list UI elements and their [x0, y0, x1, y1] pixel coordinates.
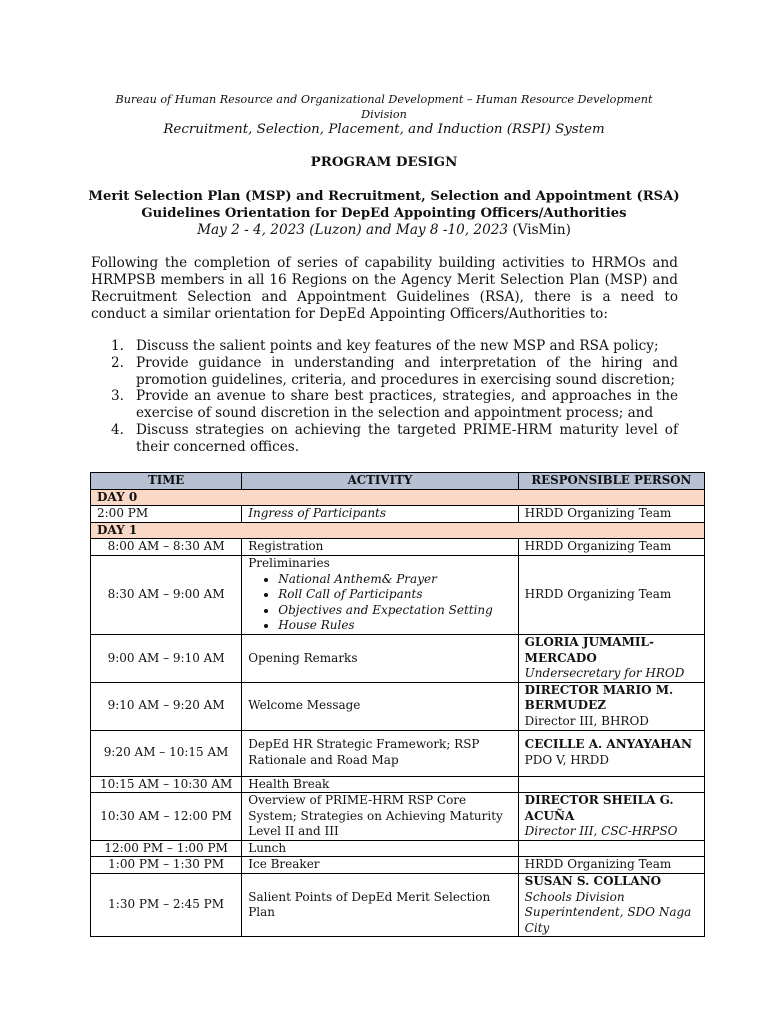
cell-person: HRDD Organizing Team — [518, 555, 704, 634]
person-name: DIRECTOR MARIO M. BERMUDEZ — [524, 682, 674, 713]
cell-person: HRDD Organizing Team — [518, 857, 704, 874]
cell-person — [518, 793, 704, 841]
cell-time: 9:00 AM – 9:10 AM — [91, 634, 242, 682]
person-title: Undersecretary for HROD — [524, 666, 685, 681]
cell-person — [518, 730, 704, 776]
cell-time: 1:30 PM – 2:45 PM — [91, 874, 242, 937]
person-name: GLORIA JUMAMIL-MERCADO — [524, 634, 654, 665]
table-row — [91, 874, 705, 937]
table-row — [91, 539, 705, 556]
person-title: Schools Division Superintendent, SDO Naga City — [524, 889, 692, 935]
list-item: • Objectives and Expectation Setting — [278, 603, 511, 619]
objective-item — [91, 355, 678, 389]
day-label: DAY 0 — [91, 489, 705, 506]
objective-number: 2. — [111, 354, 124, 371]
cell-person: HRDD Organizing Team — [518, 539, 704, 556]
header-time: TIME — [91, 473, 242, 490]
cell-activity: Registration — [242, 539, 518, 556]
table-row — [91, 506, 705, 523]
table-row — [91, 682, 705, 730]
objective-text: Provide guidance in understanding and interpretation of the hiring and promotion guidelines, criteria, and procedures in exercising sound discretion; — [136, 354, 678, 388]
day-row — [91, 489, 705, 506]
cell-person — [518, 874, 704, 937]
objective-number: 4. — [111, 421, 124, 438]
day-label: DAY 1 — [91, 522, 705, 539]
objective-text: Provide an avenue to share best practices, strategies, and approaches in the exercise of sound discretion in the selection and appointment process; and — [136, 388, 678, 422]
table-row — [91, 840, 705, 857]
program-design-heading: PROGRAM DESIGN — [310, 154, 458, 170]
objectives-list — [91, 338, 678, 456]
cell-time: 9:20 AM – 10:15 AM — [91, 730, 242, 776]
cell-person: HRDD Organizing Team — [518, 506, 704, 523]
cell-activity — [242, 555, 518, 634]
list-item: • House Rules — [278, 618, 511, 634]
cell-person — [518, 840, 704, 857]
cell-activity: Lunch — [242, 840, 518, 857]
dates-italic: May 2 - 4, 2023 (Luzon) and May 8 -10, 2023 — [197, 222, 509, 238]
preliminaries-list — [248, 572, 511, 634]
header-activity: ACTIVITY — [242, 473, 518, 490]
table-row — [91, 634, 705, 682]
objective-item — [91, 388, 678, 422]
table-header-row — [91, 473, 705, 490]
schedule-dates — [80, 222, 688, 239]
person-name: DIRECTOR SHEILA G. ACUÑA — [524, 793, 674, 823]
objective-item — [91, 338, 678, 355]
dates-plain: (VisMin) — [508, 222, 571, 238]
cell-activity: DepEd HR Strategic Framework; RSP Rationale and Road Map — [242, 730, 518, 776]
objective-number: 1. — [111, 338, 124, 354]
header-responsible-person: RESPONSIBLE PERSON — [518, 473, 704, 490]
cell-activity: Health Break — [242, 776, 518, 793]
cell-activity: Opening Remarks — [242, 634, 518, 682]
person-title: PDO V, HRDD — [524, 753, 609, 767]
table-row — [91, 776, 705, 793]
list-item: • Roll Call of Participants — [278, 587, 511, 603]
cell-activity: Overview of PRIME-HRM RSP Core System; Strategies on Achieving Maturity Level II and III — [242, 793, 518, 841]
cell-time: 10:30 AM – 12:00 PM — [91, 793, 242, 841]
cell-person — [518, 634, 704, 682]
objective-text: Discuss strategies on achieving the targeted PRIME-HRM maturity level of their concerned offices. — [136, 421, 678, 455]
cell-person — [518, 776, 704, 793]
schedule-table — [90, 472, 705, 937]
cell-time: 2:00 PM — [91, 506, 242, 523]
document-title: Merit Selection Plan (MSP) and Recruitment, Selection and Appointment (RSA) Guidelines Orientation for DepEd Appointing Officers/Authorities — [88, 189, 680, 221]
cell-person — [518, 682, 704, 730]
objective-number: 3. — [111, 388, 124, 405]
cell-time: 1:00 PM – 1:30 PM — [91, 857, 242, 874]
cell-time: 8:30 AM – 9:00 AM — [91, 555, 242, 634]
cell-time: 12:00 PM – 1:00 PM — [91, 840, 242, 857]
cell-time: 10:15 AM – 10:30 AM — [91, 776, 242, 793]
system-subtitle: Recruitment, Selection, Placement, and Induction (RSPI) System — [163, 122, 605, 137]
bureau-header: Bureau of Human Resource and Organizational Development – Human Resource Development Division — [115, 93, 653, 121]
cell-activity: Ice Breaker — [242, 857, 518, 874]
intro-paragraph: Following the completion of series of capability building activities to HRMOs and HRMPSB members in all 16 Regions on the Agency Merit Selection Plan (MSP) and Recruitment Selection and Appointment Guidelines (RSA), there is a need to conduct a similar orientation for DepEd Appointing Officers/Authorities to: — [91, 255, 678, 322]
person-name: CECILLE A. ANYAYAHAN — [524, 737, 692, 752]
cell-activity: Welcome Message — [242, 682, 518, 730]
list-item: • National Anthem& Prayer — [278, 572, 511, 588]
day-row — [91, 522, 705, 539]
activity-title: Preliminaries — [248, 555, 330, 570]
table-row — [91, 857, 705, 874]
cell-activity: Salient Points of DepEd Merit Selection Plan — [242, 874, 518, 937]
cell-time: 8:00 AM – 8:30 AM — [91, 539, 242, 556]
person-title: Director III, BHROD — [524, 713, 649, 728]
table-row — [91, 793, 705, 841]
table-row — [91, 555, 705, 634]
person-name: SUSAN S. COLLANO — [524, 874, 662, 889]
cell-activity: Ingress of Participants — [242, 506, 518, 523]
person-title: Director III, CSC-HRPSO — [524, 824, 678, 839]
cell-time: 9:10 AM – 9:20 AM — [91, 682, 242, 730]
objective-text: Discuss the salient points and key features of the new MSP and RSA policy; — [136, 338, 659, 354]
table-row — [91, 730, 705, 776]
objective-item — [91, 422, 678, 456]
